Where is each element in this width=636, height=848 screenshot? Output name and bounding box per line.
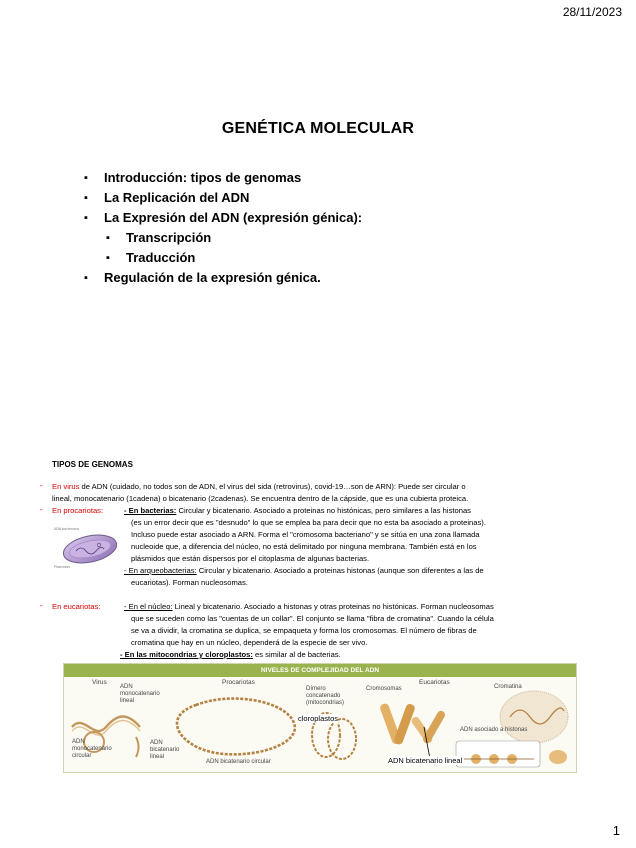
callout-adn-bicatenario: ADN bicatenario lineal [388, 756, 463, 765]
nucleo-text: Lineal y bicatenario. Asociado a histonas y otras proteinas no histónicas. Forman nucleosomas [172, 602, 494, 611]
nucleo-label: - En el núcleo: [124, 602, 173, 611]
bullet-dash: - [40, 601, 43, 610]
arqueo-text: Circular y bicatenario. Asociado a proteinas histonas (aunque son diferentes a las de [196, 566, 484, 575]
adn-mono-circular-label: ADN monocatenario circular [72, 739, 112, 759]
arqueo-line-1 [124, 565, 484, 577]
topics-list [84, 168, 362, 288]
callout-cloroplastos: cloroplastos [298, 714, 339, 723]
bacterias-line-5: plásmidos que están dispersos por el citoplasma de algunas bacterias. [131, 554, 370, 563]
bacterias-line-1 [124, 505, 471, 517]
virus-label: En virus [52, 482, 80, 491]
mito-line [120, 649, 341, 661]
page-number: 1 [612, 823, 620, 838]
figure-banner: NIVELES DE COMPLEJIDAD DEL ADN [64, 664, 576, 677]
topic-item: ▪ La Replicación del ADN [84, 188, 362, 208]
procariotas-label: En procariotas: [52, 506, 104, 515]
adn-bi-circular-label: ADN bicatenario circular [206, 759, 271, 765]
bacterias-line-2: (es un error decir que es "desnudo" lo que se emplea ba para decir que no esta ba asociado a proteinas). [131, 518, 486, 527]
eucariotas-label: En eucariotas: [52, 602, 101, 611]
topic-item: ▪ Regulación de la expresión génica. [84, 268, 362, 288]
nucleo-line-3: se va a dividir, la cromatina se duplica, se empaqueta y forma los cromosomas. El número de fibras de [131, 626, 477, 635]
bullet-dash: - [40, 505, 43, 514]
bacteria-illustration [52, 523, 120, 571]
procariotas-heading: Procariotas [222, 679, 255, 686]
nucleo-line-2: que se suceden como las "cuentas de un collar". El conjunto se llama "fibra de cromatina". Cuando la célula [131, 614, 494, 623]
nucleo-line-1 [124, 601, 494, 613]
nucleo-line-4: cromatina que hay en un núcleo, dependerá de la especie de ser vivo. [131, 638, 368, 647]
subtopic-item: ▪ Transcripción [106, 228, 362, 248]
adn-mono-lineal-label: ADN monocatenario lineal [120, 684, 160, 704]
bacterias-label: - En bacterias: [124, 506, 177, 515]
cromosomas-label: Cromosomas [366, 686, 402, 692]
adn-histonas-label: ADN asociado a histonas [460, 727, 528, 733]
topic-item: ▪ La Expresión del ADN (expresión génica): [84, 208, 362, 228]
dimero-label: Dímero concatenado (mitocondrias) [306, 686, 345, 706]
bacterias-line-3: Incluso puede estar asociado a ARN. Forma el "cromosoma bacteriano" y se sitúa en una zona llamada [131, 530, 480, 539]
mito-text: es similar al de bacterias. [252, 650, 341, 659]
virus-line-1 [52, 481, 466, 493]
plasmidos-label: Plásmidos [54, 565, 71, 569]
virus-text: de ADN (cuidado, no todos son de ADN, el virus del sida (retrovirus), covid-19…son de ARN): Puede ser circular o [79, 482, 466, 491]
slide-title: GENÉTICA MOLECULAR [221, 120, 415, 137]
subtopic-item: ▪ Traducción [106, 248, 362, 268]
bullet-dash: - [40, 481, 43, 490]
slide-date: 28/11/2023 [562, 5, 622, 19]
virus-heading: Virus [92, 679, 107, 686]
adn-bi-lineal-label: ADN bicatenario lineal [150, 740, 180, 760]
mito-label: - En las mitocondrias y cloroplastos: [120, 650, 253, 659]
adn-bacteriano-label: ADN bacteriano [54, 527, 80, 531]
bacterias-text: Circular y bicatenario. Asociado a proteinas no histónicas, pero similares a las histonas [176, 506, 471, 515]
eucariotas-heading: Eucariotas [419, 679, 450, 686]
cromatina-label: Cromatina [494, 684, 522, 690]
bacterias-line-4: nucleoide que, a diferencia del núcleo, no está delimitado por ninguna membrana. También está en los [131, 542, 477, 551]
notes-title: TIPOS DE GENOMAS [52, 460, 133, 469]
topic-item: ▪ Introducción: tipos de genomas [84, 168, 362, 188]
arqueo-line-2: eucariotas). Forman nucleosomas. [131, 578, 248, 587]
virus-line-2: lineal, monocatenario (1cadena) o bicatenario (2cadenas). Se encuentra dentro de la cápside, que es una cubierta proteica. [52, 494, 469, 503]
arqueo-label: - En arqueobacterias: [124, 566, 197, 575]
